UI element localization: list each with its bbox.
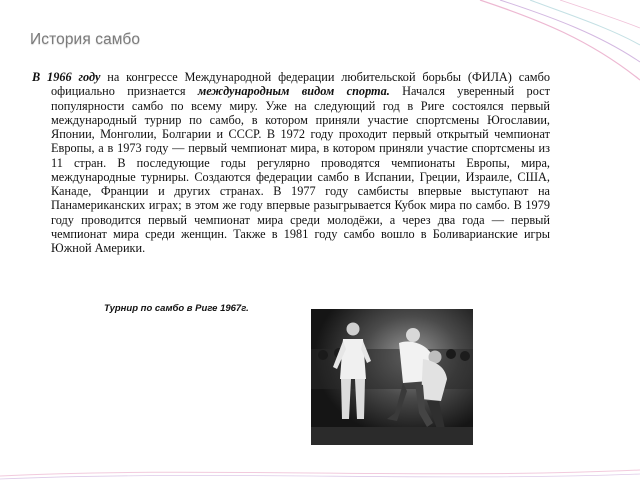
paragraph-emphasis: международным видом спорта. <box>197 84 390 99</box>
photo-caption: Турнир по самбо в Риге 1967г. <box>104 303 249 314</box>
bottom-decoration <box>0 456 640 480</box>
body-paragraph <box>32 70 550 255</box>
photo-illustration <box>311 309 473 445</box>
lead-year: В 1966 году <box>32 70 101 84</box>
paragraph-part-1: на конгрессе Международной федерации любительской борьбы (ФИЛА) самбо официально признается <box>51 70 550 99</box>
paragraph-part-2: Начался уверенный рост популярности самбо по всему миру. Уже на следующий год в Риге состоялся первый международный турнир по самбо, в котором приняли участие спортсмены Югославии, Японии, Монголии, Болгарии и СССР. В 1972 году проходит первый открытый чемпионат Европы, а в 1973 году — первый чемпионат мира, в котором приняли участие спортсмены из 11 стран. В последующие годы регулярно проводятся чемпионаты Европы, мира, международные турниры. Создаются федерации самбо в Испании, Греции, Израиле, США, Канаде, Франции и других странах. В 1977 году самбисты впервые выступают на Панамериканских играх; в этом же году впервые разыгрывается Кубок мира по самбо. В 1979 году проводится первый чемпионат мира среди молодёжи, а через два года — первый чемпионат мира среди женщин. Также в 1981 году самбо вошло в Боливарианские игры Южной Америки. <box>51 84 550 255</box>
sambo-match-photo <box>311 309 473 445</box>
slide-title: История самбо <box>30 31 141 48</box>
